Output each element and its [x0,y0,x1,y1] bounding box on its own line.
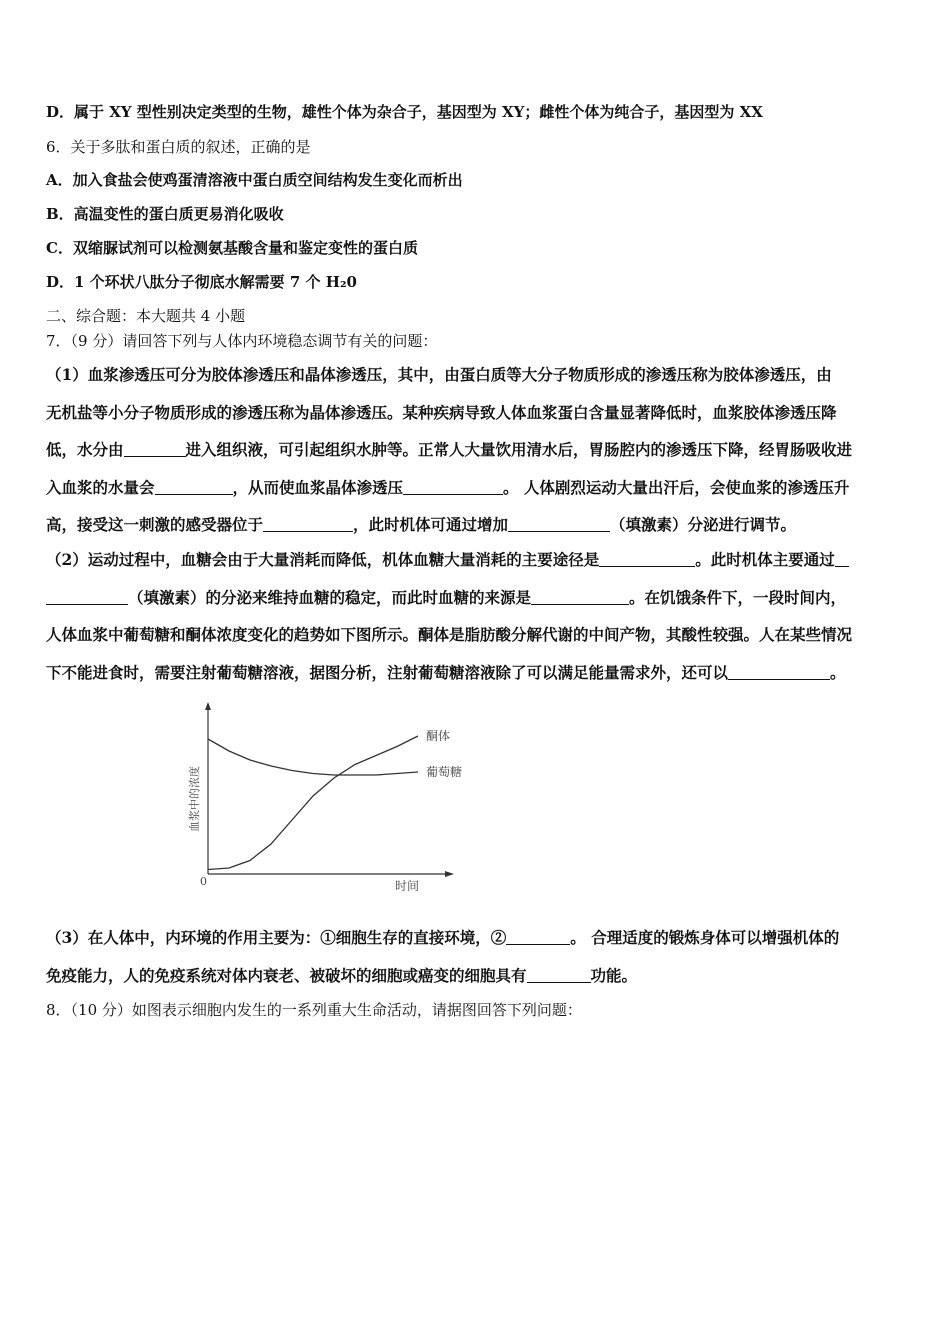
answer-blank[interactable] [531,589,629,605]
q7-p1-text: 。 人体剧烈运动大量出汗后，会使血浆的渗透压升 [503,477,850,497]
answer-blank[interactable] [124,441,186,457]
q6-option-b: B．高温变性的蛋白质更易消化吸收 [46,205,284,223]
answer-blank[interactable] [728,664,830,680]
q5-option-d: D．属于 XY 型性别决定类型的生物，雄性个体为杂合子，基因型为 XY；雌性个体为纯合子，基因型为 XX [46,103,763,121]
series-label: 葡萄糖 [426,765,463,779]
q7-p1-text: ，从而使血浆晶体渗透压 [232,477,404,497]
q7-p3-text: 。 合理适度的锻炼身体可以增强机体的 [570,928,840,947]
x-axis-arrow [445,871,454,877]
answer-blank[interactable] [508,516,610,532]
answer-blank[interactable] [506,929,570,945]
q7-p1-text: 低，水分由 [46,440,124,459]
answer-blank[interactable] [527,967,591,983]
answer-blank[interactable] [403,479,503,495]
q6-option-a: A．加入食盐会使鸡蛋清溶液中蛋白质空间结构发生变化而析出 [46,171,463,189]
q7-p2-text: 人体血浆中葡萄糖和酮体浓度变化的趋势如下图所示。酮体是脂肪酸分解代谢的中间产物，其酸性较强。人在某些情况 [46,625,853,644]
q7-p2-text: （2）运动过程中，血糖会由于大量消耗而降低，机体血糖大量消耗的主要途径是 [46,550,600,569]
q7-p2-text: 下不能进食时，需要注射葡萄糖溶液，据图分析，注射葡萄糖溶液除了可以满足能量需求外，还可以 [46,662,729,682]
section-title: 二、综合题：本大题共 4 小题 [46,307,246,325]
concentration-time-chart [188,692,463,902]
y-axis-label: 血浆中的浓度 [188,766,201,832]
q7-p2-text: 。此时机体主要通过 [695,550,835,569]
q7-part2 [46,541,908,691]
answer-blank[interactable] [835,551,849,567]
q7-part3 [46,919,908,994]
q7-p1-text: （1）血浆渗透压可分为胶体渗透压和晶体渗透压，其中，由蛋白质等大分子物质形成的渗透压称为胶体渗透压，由 [46,365,832,384]
answer-blank[interactable] [46,589,128,605]
q7-p2-text: 。 [830,662,846,682]
q7-part1 [46,356,908,544]
q8-stem: 8．（10 分）如图表示细胞内发生的一系列重大生命活动，请据图回答下列问题： [46,1001,582,1019]
q7-p1-text: （填激素）分泌进行调节。 [610,515,797,534]
q7-p1-text: ，此时机体可通过增加 [353,515,509,534]
series-line [208,739,418,775]
q7-stem: 7．（9 分）请回答下列与人体内环境稳态调节有关的问题： [46,332,438,350]
answer-blank[interactable] [599,551,695,567]
q6-option-d: D．1 个环状八肽分子彻底水解需要 7 个 H₂0 [46,273,357,291]
q7-p2-text: 。在饥饿条件下，一段时间内， [629,587,847,607]
q7-p3-text: 功能。 [590,965,638,985]
q7-p1-text: 无机盐等小分子物质形成的渗透压称为晶体渗透压。某种疾病导致人体血浆蛋白含量显著降低时，血浆胶体渗透压降 [46,402,837,422]
q7-p2-text: （填激素）的分泌来维持血糖的稳定，而此时血糖的来源是 [128,587,532,607]
q7-p3-text: （3）在人体中，内环境的作用主要为：①细胞生存的直接环境，② [46,928,507,947]
y-axis-arrow [205,702,211,710]
x-axis-label: 时间 [395,879,420,893]
q7-p3-text: 免疫能力，人的免疫系统对体内衰老、被破坏的细胞或癌变的细胞具有 [46,965,527,985]
q7-p1-text: 入血浆的水量会 [46,477,155,497]
q7-p1-text: 高，接受这一刺激的感受器位于 [46,515,264,534]
q7-p1-text: 进入组织液，可引起组织水肿等。正常人大量饮用清水后，胃肠腔内的渗透压下降，经胃肠吸收进 [185,440,853,459]
q6-option-c: C．双缩脲试剂可以检测氨基酸含量和鉴定变性的蛋白质 [46,239,418,257]
answer-blank[interactable] [155,479,233,495]
origin-label: 0 [200,875,207,888]
series-label: 酮体 [426,729,451,743]
q6-stem: 6．关于多肽和蛋白质的叙述，正确的是 [46,138,311,156]
answer-blank[interactable] [263,516,353,532]
